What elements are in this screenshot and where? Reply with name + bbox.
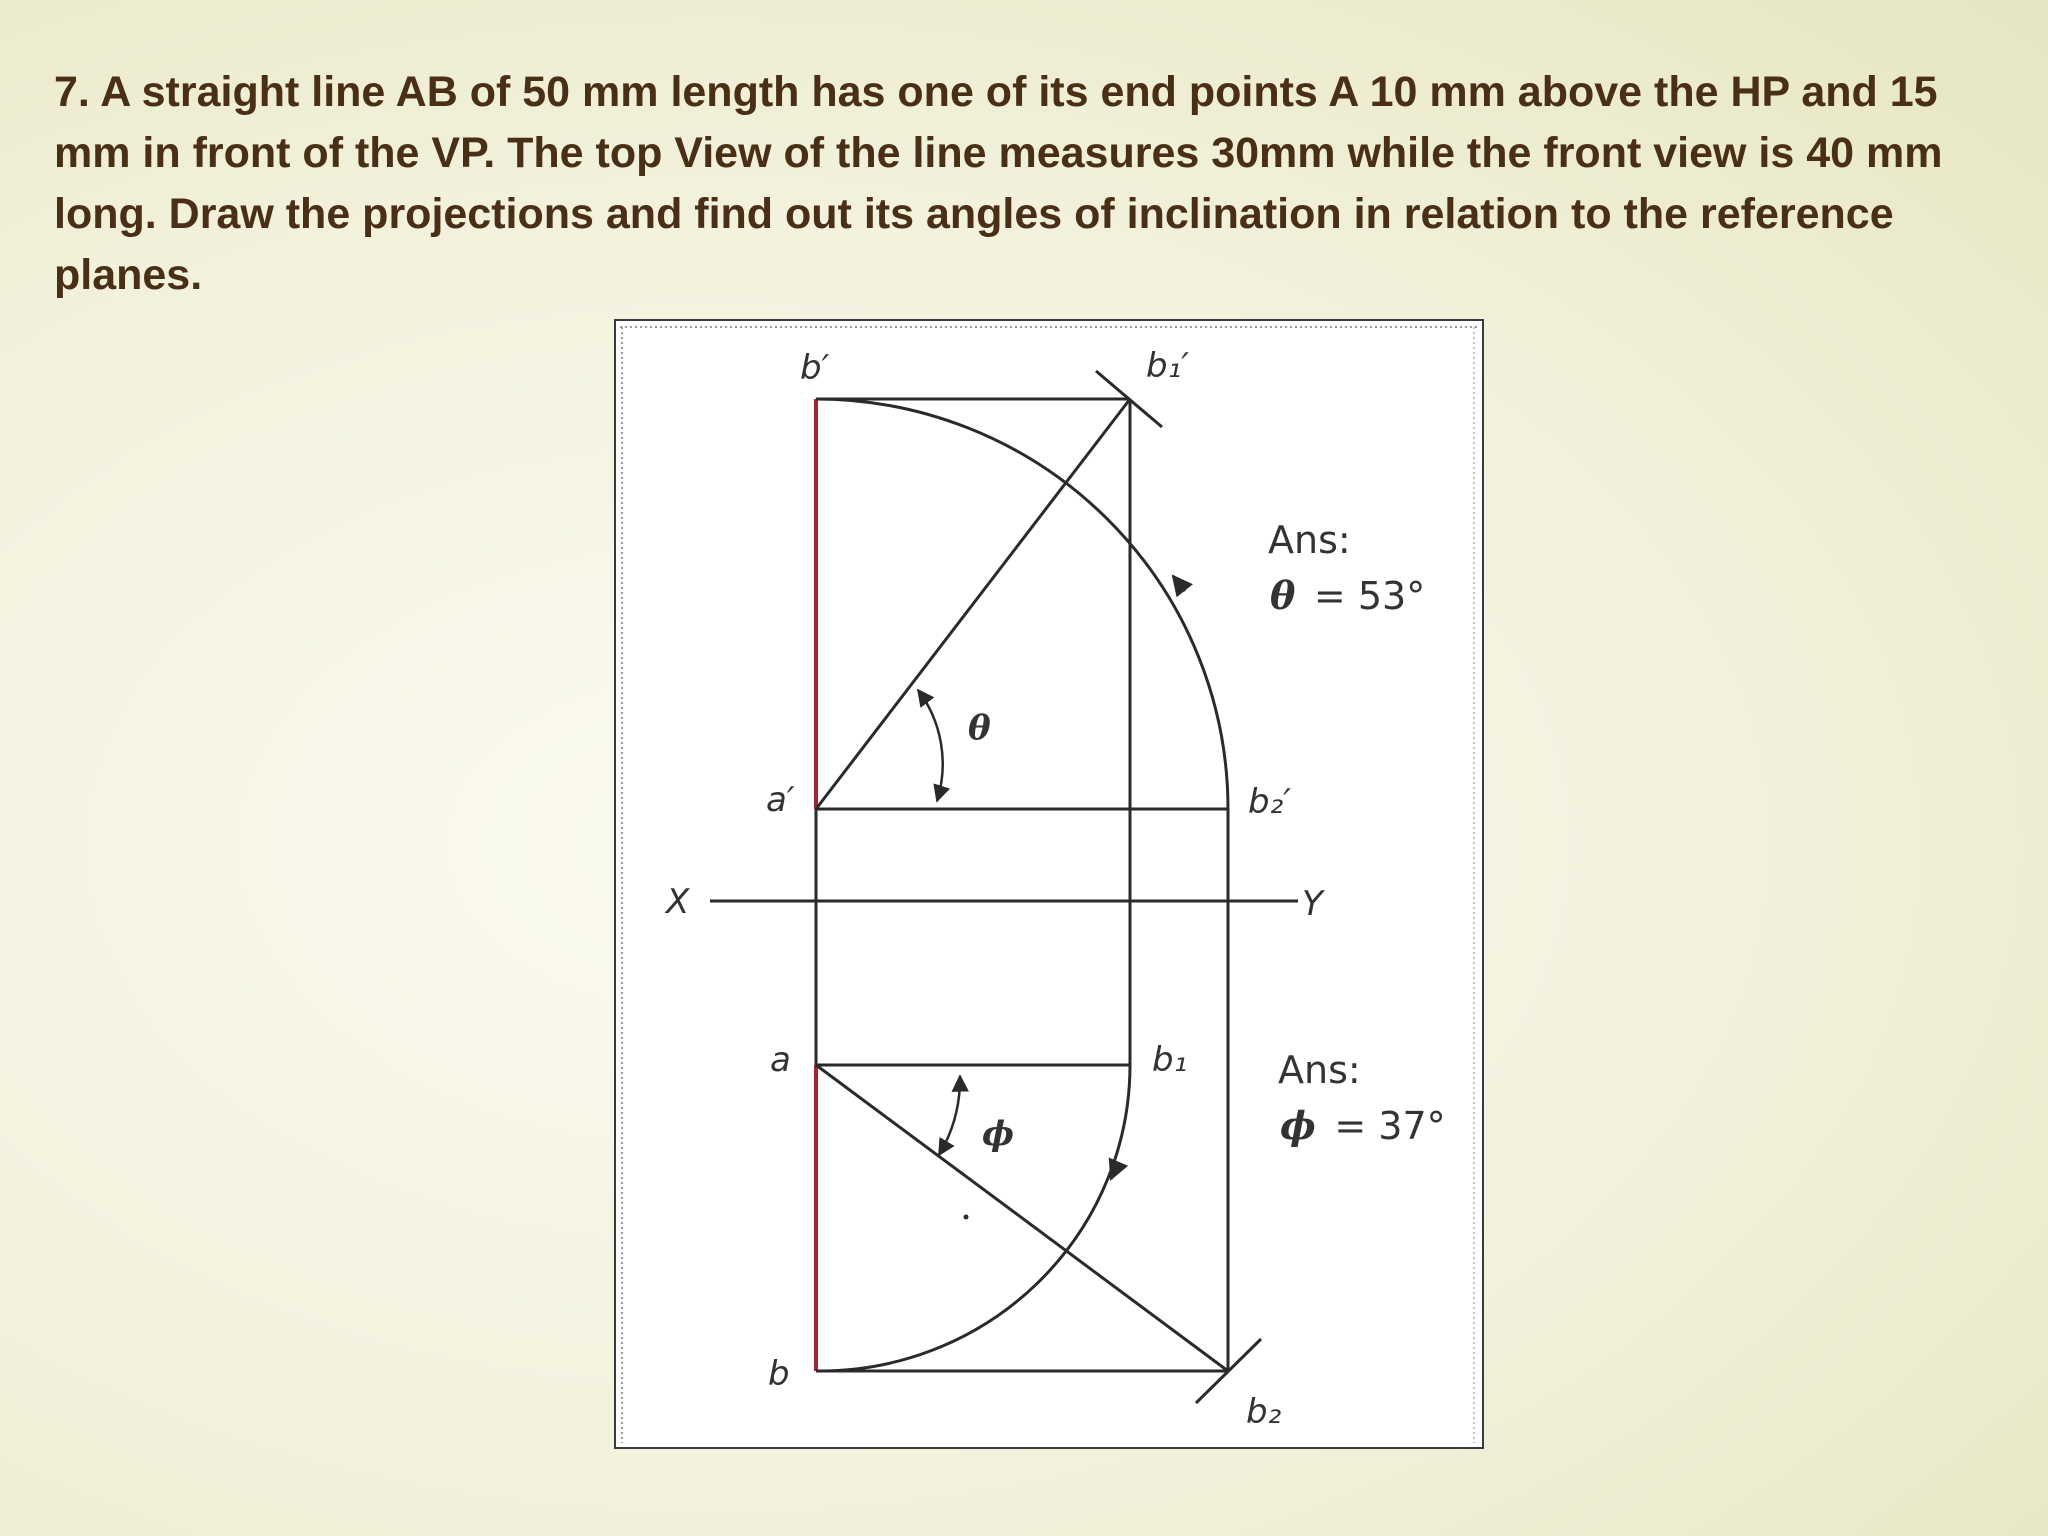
theta-angle-arc bbox=[918, 690, 943, 801]
label-b2: b₂ bbox=[1246, 1392, 1282, 1432]
label-b1: b₁ bbox=[1152, 1040, 1188, 1080]
answer-phi-line bbox=[1280, 1103, 1446, 1148]
answer-theta-heading: Ans: bbox=[1268, 518, 1351, 562]
answer-phi-value: = 37° bbox=[1334, 1104, 1446, 1148]
answer-phi-symbol: ϕ bbox=[1280, 1103, 1316, 1148]
label-y: Y bbox=[1302, 884, 1323, 924]
label-b1-prime: b₁′ bbox=[1146, 346, 1189, 386]
label-b-prime: b′ bbox=[800, 348, 830, 388]
label-b2-prime: b₂′ bbox=[1248, 782, 1291, 822]
dot-mark bbox=[964, 1215, 969, 1220]
projection-diagram bbox=[614, 319, 1484, 1449]
answer-theta-value: = 53° bbox=[1313, 574, 1426, 618]
label-a: a bbox=[770, 1040, 791, 1080]
top-view-a-b2 bbox=[816, 1065, 1228, 1371]
label-b: b bbox=[768, 1354, 790, 1394]
answer-theta-line bbox=[1270, 573, 1425, 618]
front-view-arc bbox=[816, 399, 1228, 809]
label-theta: θ bbox=[968, 708, 991, 748]
label-phi: ϕ bbox=[982, 1114, 1015, 1154]
answer-theta-symbol: θ bbox=[1270, 573, 1296, 618]
label-a-prime: a′ bbox=[766, 780, 795, 820]
top-view-arc bbox=[816, 1065, 1130, 1371]
label-x: X bbox=[666, 882, 690, 922]
answer-phi-heading: Ans: bbox=[1278, 1048, 1361, 1092]
problem-statement: 7. A straight line AB of 50 mm length has one of its end points A 10 mm above the HP and 15 mm in front of the VP. The top View of the line measures 30mm while the front view is 40 mm long. Draw the projections and find out its angles of inclination in relation to the reference planes. bbox=[54, 68, 1943, 299]
front-arc-arrow bbox=[1173, 576, 1185, 591]
projection-drawing bbox=[616, 321, 1482, 1447]
phi-angle-arc bbox=[939, 1076, 960, 1155]
